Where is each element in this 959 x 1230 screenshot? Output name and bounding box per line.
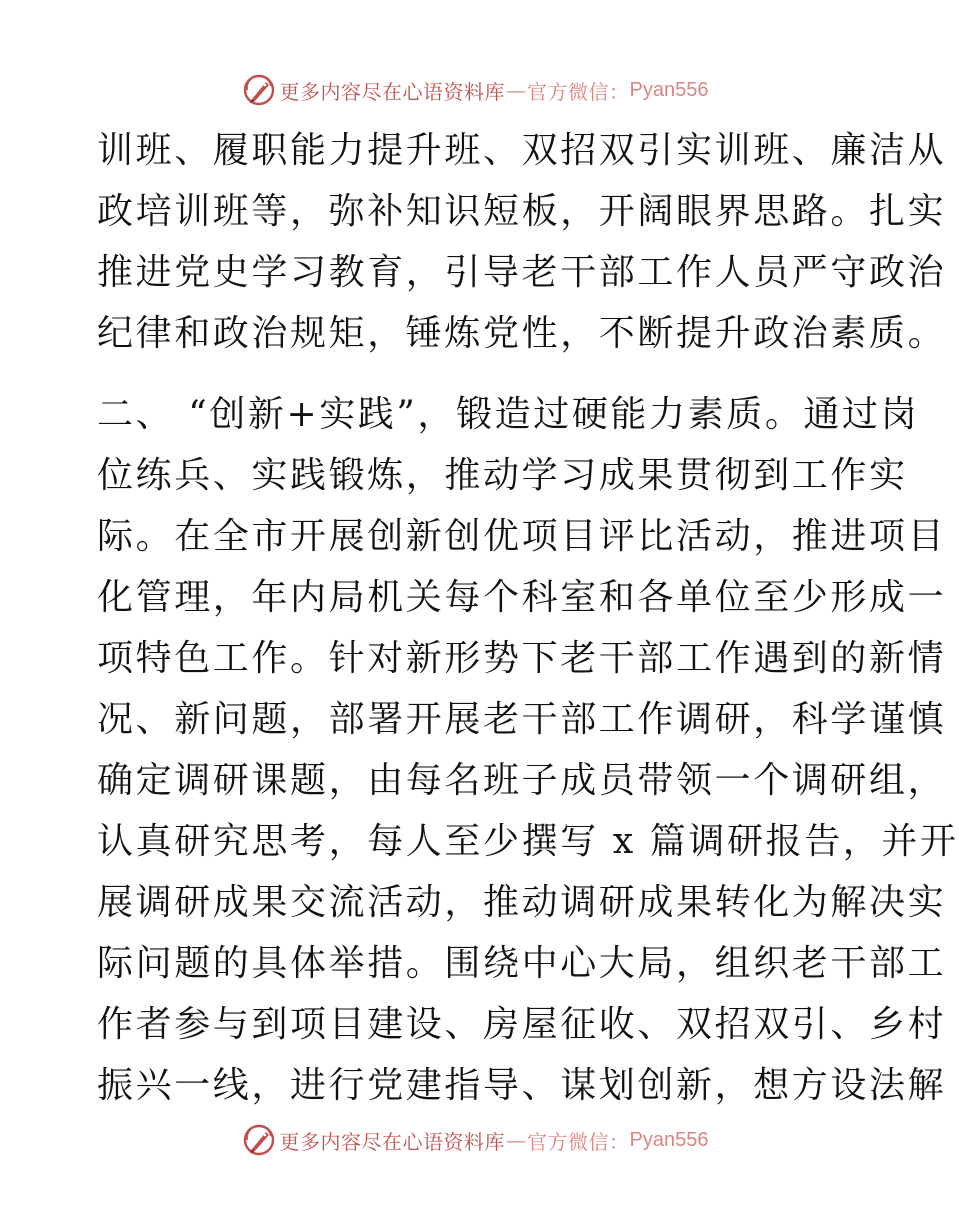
- text-line: 政培训班等，弥补知识短板，开阔眼界思路。扎实: [97, 191, 947, 232]
- text-line: 振兴一线，进行党建指导、谋划创新，想方设法解: [97, 1065, 947, 1106]
- text-line: 展调研成果交流活动，推动调研成果转化为解决实: [97, 882, 947, 923]
- section-heading-line: 二、 “创新+实践”，锻造过硬能力素质。通过岗: [97, 394, 920, 435]
- watermark-text: 更多内容尽在心语资料库: [279, 79, 506, 104]
- text-line: 推进党史学习教育，引导老干部工作人员严守政治: [97, 252, 947, 293]
- text-line: 际。在全市开展创新创优项目评比活动，推进项目: [97, 516, 947, 557]
- text-line: 认真研究思考，每人至少撰写 x 篇调研报告，并开: [97, 821, 959, 862]
- text-line: 作者参与到项目建设、房屋征收、双招双引、乡村: [97, 1004, 947, 1045]
- text-line: 确定调研课题，由每名班子成员带领一个调研组，: [97, 760, 947, 801]
- paragraph-1: [97, 120, 947, 364]
- paragraph-2: [97, 384, 959, 1116]
- watermark-wechat-label: 官方微信：: [527, 1129, 630, 1154]
- text-line: 化管理，年内局机关每个科室和各单位至少形成一: [97, 577, 947, 618]
- document-body: [97, 120, 959, 1116]
- watermark-wechat-id: Pyan556: [629, 1128, 709, 1151]
- text-line: 纪律和政治规矩，锤炼党性，不断提升政治素质。: [97, 313, 947, 354]
- watermark-wechat-id: Pyan556: [629, 78, 709, 101]
- text-line: 项特色工作。针对新形势下老干部工作遇到的新情: [97, 638, 947, 679]
- footer-watermark: [0, 1120, 950, 1160]
- pen-nib-seal-icon: [242, 73, 276, 107]
- watermark-wechat-label: 官方微信：: [527, 79, 630, 104]
- header-watermark: [0, 70, 950, 110]
- text-line: 训班、履职能力提升班、双招双引实训班、廉洁从: [97, 130, 947, 171]
- watermark-separator: —: [506, 1128, 527, 1152]
- watermark-separator: —: [506, 78, 527, 102]
- text-line: 况、新问题，部署开展老干部工作调研，科学谨慎: [97, 699, 947, 740]
- pen-nib-seal-icon: [242, 1123, 276, 1157]
- text-line: 际问题的具体举措。围绕中心大局，组织老干部工: [97, 943, 947, 984]
- text-line: 位练兵、实践锻炼，推动学习成果贯彻到工作实: [97, 455, 908, 496]
- watermark-text: 更多内容尽在心语资料库: [279, 1129, 506, 1154]
